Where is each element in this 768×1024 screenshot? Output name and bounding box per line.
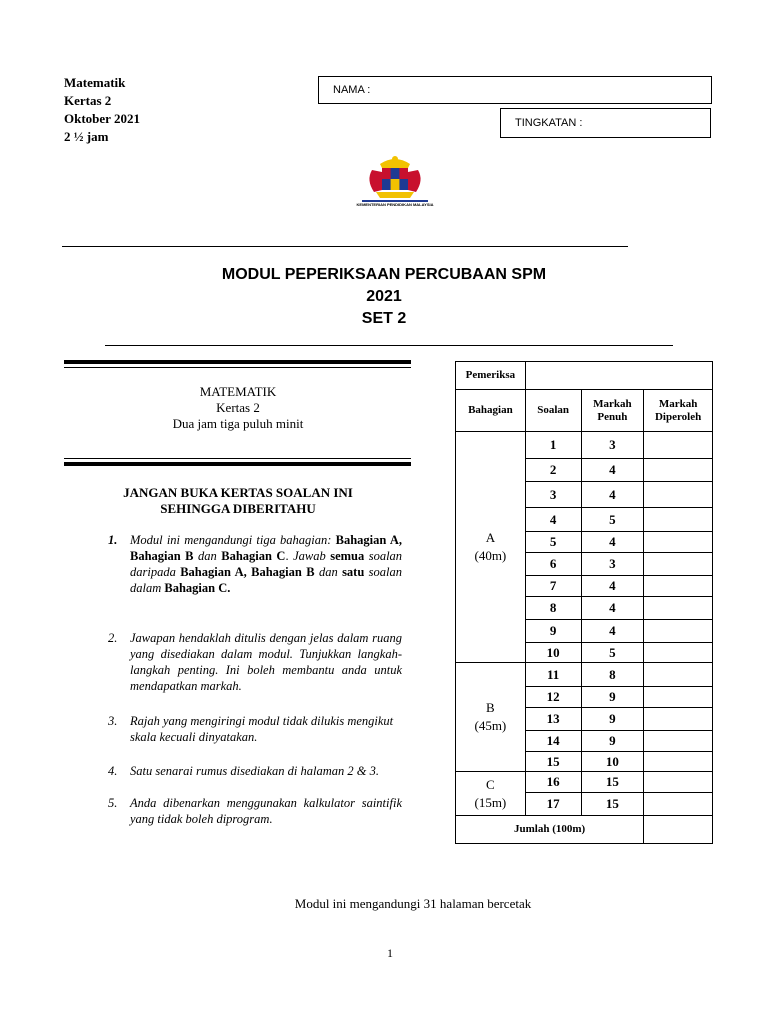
column-header: Bahagian (456, 390, 526, 432)
instruction-text-part: Bahagian C. (164, 581, 231, 595)
full-marks: 4 (581, 482, 644, 508)
full-marks: 10 (581, 752, 644, 772)
full-marks: 3 (581, 553, 644, 576)
table-row (456, 362, 713, 390)
section-label (456, 663, 526, 772)
instruction-text-part: dan (318, 565, 338, 579)
instruction-number: 4. (108, 764, 118, 778)
instruction-text: Anda dibenarkan menggunakan kalkulator saintifik yang tidak boleh diprogram. (130, 796, 402, 826)
instruction-text-part: soalan daripada (130, 549, 403, 579)
instruction-text: Jawapan hendaklah ditulis dengan jelas dalam ruang yang disediakan dalam modul. Tunjukkan langkah-langkah penting. Ini boleh membantu anda untuk mendapatkan markah. (130, 631, 402, 693)
question-number: 14 (525, 731, 581, 752)
subject-block (64, 384, 412, 432)
warning-line-2: SEHINGGA DIBERITAHU (160, 501, 316, 516)
full-marks: 5 (581, 643, 644, 663)
ministry-logo-text: KEMENTERIAN PENDIDIKAN MALAYSIA (356, 202, 434, 207)
title-line-1: MODUL PEPERIKSAAN PERCUBAAN SPM (221, 266, 547, 283)
paper-info (64, 74, 140, 146)
instruction-1 (108, 532, 402, 614)
form-field-label: TINGKATAN : (515, 117, 583, 129)
obtained-marks-field[interactable] (644, 482, 713, 508)
rule-thin (64, 367, 411, 368)
obtained-marks-field[interactable] (644, 432, 713, 459)
subject-paper: Kertas 2 (216, 400, 260, 415)
subject-duration: Dua jam tiga puluh minit (172, 416, 304, 431)
obtained-marks-field[interactable] (644, 532, 713, 553)
question-number: 6 (525, 553, 581, 576)
subject-label: Matematik (64, 75, 126, 90)
question-number: 15 (525, 752, 581, 772)
obtained-marks-field[interactable] (644, 620, 713, 643)
duration-label: 2 ½ jam (64, 129, 109, 144)
instruction-3 (108, 713, 402, 747)
instruction-text-part: Bahagian A, (180, 565, 247, 579)
page-number: 1 (387, 946, 393, 960)
instruction-number: 2. (108, 631, 118, 645)
divider (62, 246, 628, 247)
full-marks: 4 (581, 532, 644, 553)
obtained-marks-field[interactable] (644, 663, 713, 687)
instruction-text-part: dan (198, 549, 217, 563)
rule-thin (64, 458, 411, 459)
instruction-text-part: soalan dalam (130, 565, 403, 595)
question-number: 10 (525, 643, 581, 663)
ministry-logo (340, 150, 450, 214)
examiner-label: Pemeriksa (456, 362, 526, 390)
instruction-text-part: Bahagian A, Bahagian B (130, 533, 402, 563)
paper-label: Kertas 2 (64, 93, 112, 108)
question-number: 4 (525, 508, 581, 532)
obtained-marks-field[interactable] (644, 643, 713, 663)
question-number: 9 (525, 620, 581, 643)
obtained-marks-field[interactable] (644, 793, 713, 816)
marks-table (455, 361, 713, 844)
title-line-3: SET 2 (361, 310, 407, 327)
obtained-marks-field[interactable] (644, 687, 713, 708)
instruction-text: Rajah yang mengiringi modul tidak dilukis mengikut skala kecuali dinyatakan. (130, 714, 394, 744)
page-title (0, 264, 768, 330)
instruction-text-part: . (285, 549, 289, 563)
instruction-text-part: Modul ini mengandungi tiga bahagian: (130, 533, 332, 547)
full-marks: 9 (581, 731, 644, 752)
total-row (456, 816, 713, 844)
question-number: 16 (525, 772, 581, 793)
form-field[interactable] (500, 108, 711, 138)
obtained-marks-field[interactable] (644, 459, 713, 482)
warning-notice (64, 485, 412, 517)
question-number: 2 (525, 459, 581, 482)
date-label: Oktober 2021 (64, 111, 140, 126)
instruction-number: 1. (108, 533, 118, 547)
question-number: 1 (525, 432, 581, 459)
instruction-2 (108, 630, 402, 696)
name-field-label: NAMA : (333, 84, 371, 96)
full-marks: 5 (581, 508, 644, 532)
obtained-marks-field[interactable] (644, 576, 713, 597)
question-number: 7 (525, 576, 581, 597)
full-marks: 4 (581, 459, 644, 482)
question-number: 12 (525, 687, 581, 708)
total-score-field[interactable] (644, 816, 713, 844)
instruction-text-part: semua (330, 549, 365, 563)
question-number: 11 (525, 663, 581, 687)
question-number: 17 (525, 793, 581, 816)
question-number: 5 (525, 532, 581, 553)
question-number: 13 (525, 708, 581, 731)
title-line-2: 2021 (366, 288, 402, 305)
table-row (456, 772, 713, 793)
obtained-marks-field[interactable] (644, 508, 713, 532)
warning-line-1: JANGAN BUKA KERTAS SOALAN INI (123, 485, 353, 500)
full-marks: 15 (581, 772, 644, 793)
full-marks: 9 (581, 687, 644, 708)
instruction-5 (108, 795, 402, 829)
section-marks: (40m) (474, 548, 507, 563)
instruction-number: 3. (108, 714, 118, 728)
table-row (456, 432, 713, 459)
obtained-marks-field[interactable] (644, 708, 713, 731)
table-row (456, 663, 713, 687)
full-marks: 15 (581, 793, 644, 816)
full-marks: 4 (581, 576, 644, 597)
column-header: Markah Penuh (581, 390, 644, 432)
obtained-marks-field[interactable] (644, 752, 713, 772)
full-marks: 4 (581, 620, 644, 643)
instruction-number: 5. (108, 796, 118, 810)
rule-thick (64, 360, 411, 364)
full-marks: 3 (581, 432, 644, 459)
section-name: A (485, 530, 496, 545)
total-label: Jumlah (100m) (456, 816, 644, 844)
table-header-row (456, 390, 713, 432)
divider (105, 345, 673, 346)
section-name: C (486, 776, 495, 792)
column-header: Markah Diperoleh (644, 390, 713, 432)
obtained-marks-field[interactable] (644, 731, 713, 752)
full-marks: 9 (581, 708, 644, 731)
obtained-marks-field[interactable] (644, 553, 713, 576)
question-number: 3 (525, 482, 581, 508)
page-count-note: Modul ini mengandungi 31 halaman bercetak (294, 896, 532, 911)
name-field[interactable] (318, 76, 712, 104)
instruction-4 (108, 763, 402, 795)
full-marks: 4 (581, 597, 644, 620)
instruction-text-part: satu (342, 565, 365, 579)
examiner-field[interactable] (525, 362, 712, 390)
instruction-text (130, 532, 402, 596)
subject-name: MATEMATIK (199, 384, 277, 399)
section-marks: (15m) (474, 794, 507, 810)
rule-thick (64, 462, 411, 466)
instruction-text-part: Bahagian C (221, 549, 286, 563)
full-marks: 8 (581, 663, 644, 687)
section-name: B (486, 700, 495, 715)
section-label (456, 772, 526, 816)
section-label (456, 432, 526, 663)
obtained-marks-field[interactable] (644, 597, 713, 620)
instruction-text-part: Bahagian B (251, 565, 315, 579)
obtained-marks-field[interactable] (644, 772, 713, 793)
column-header: Soalan (525, 390, 581, 432)
instruction-text-part: Jawab (293, 549, 326, 563)
question-number: 8 (525, 597, 581, 620)
section-marks: (45m) (474, 718, 507, 733)
instruction-text: Satu senarai rumus disediakan di halaman 2 & 3. (130, 764, 379, 778)
